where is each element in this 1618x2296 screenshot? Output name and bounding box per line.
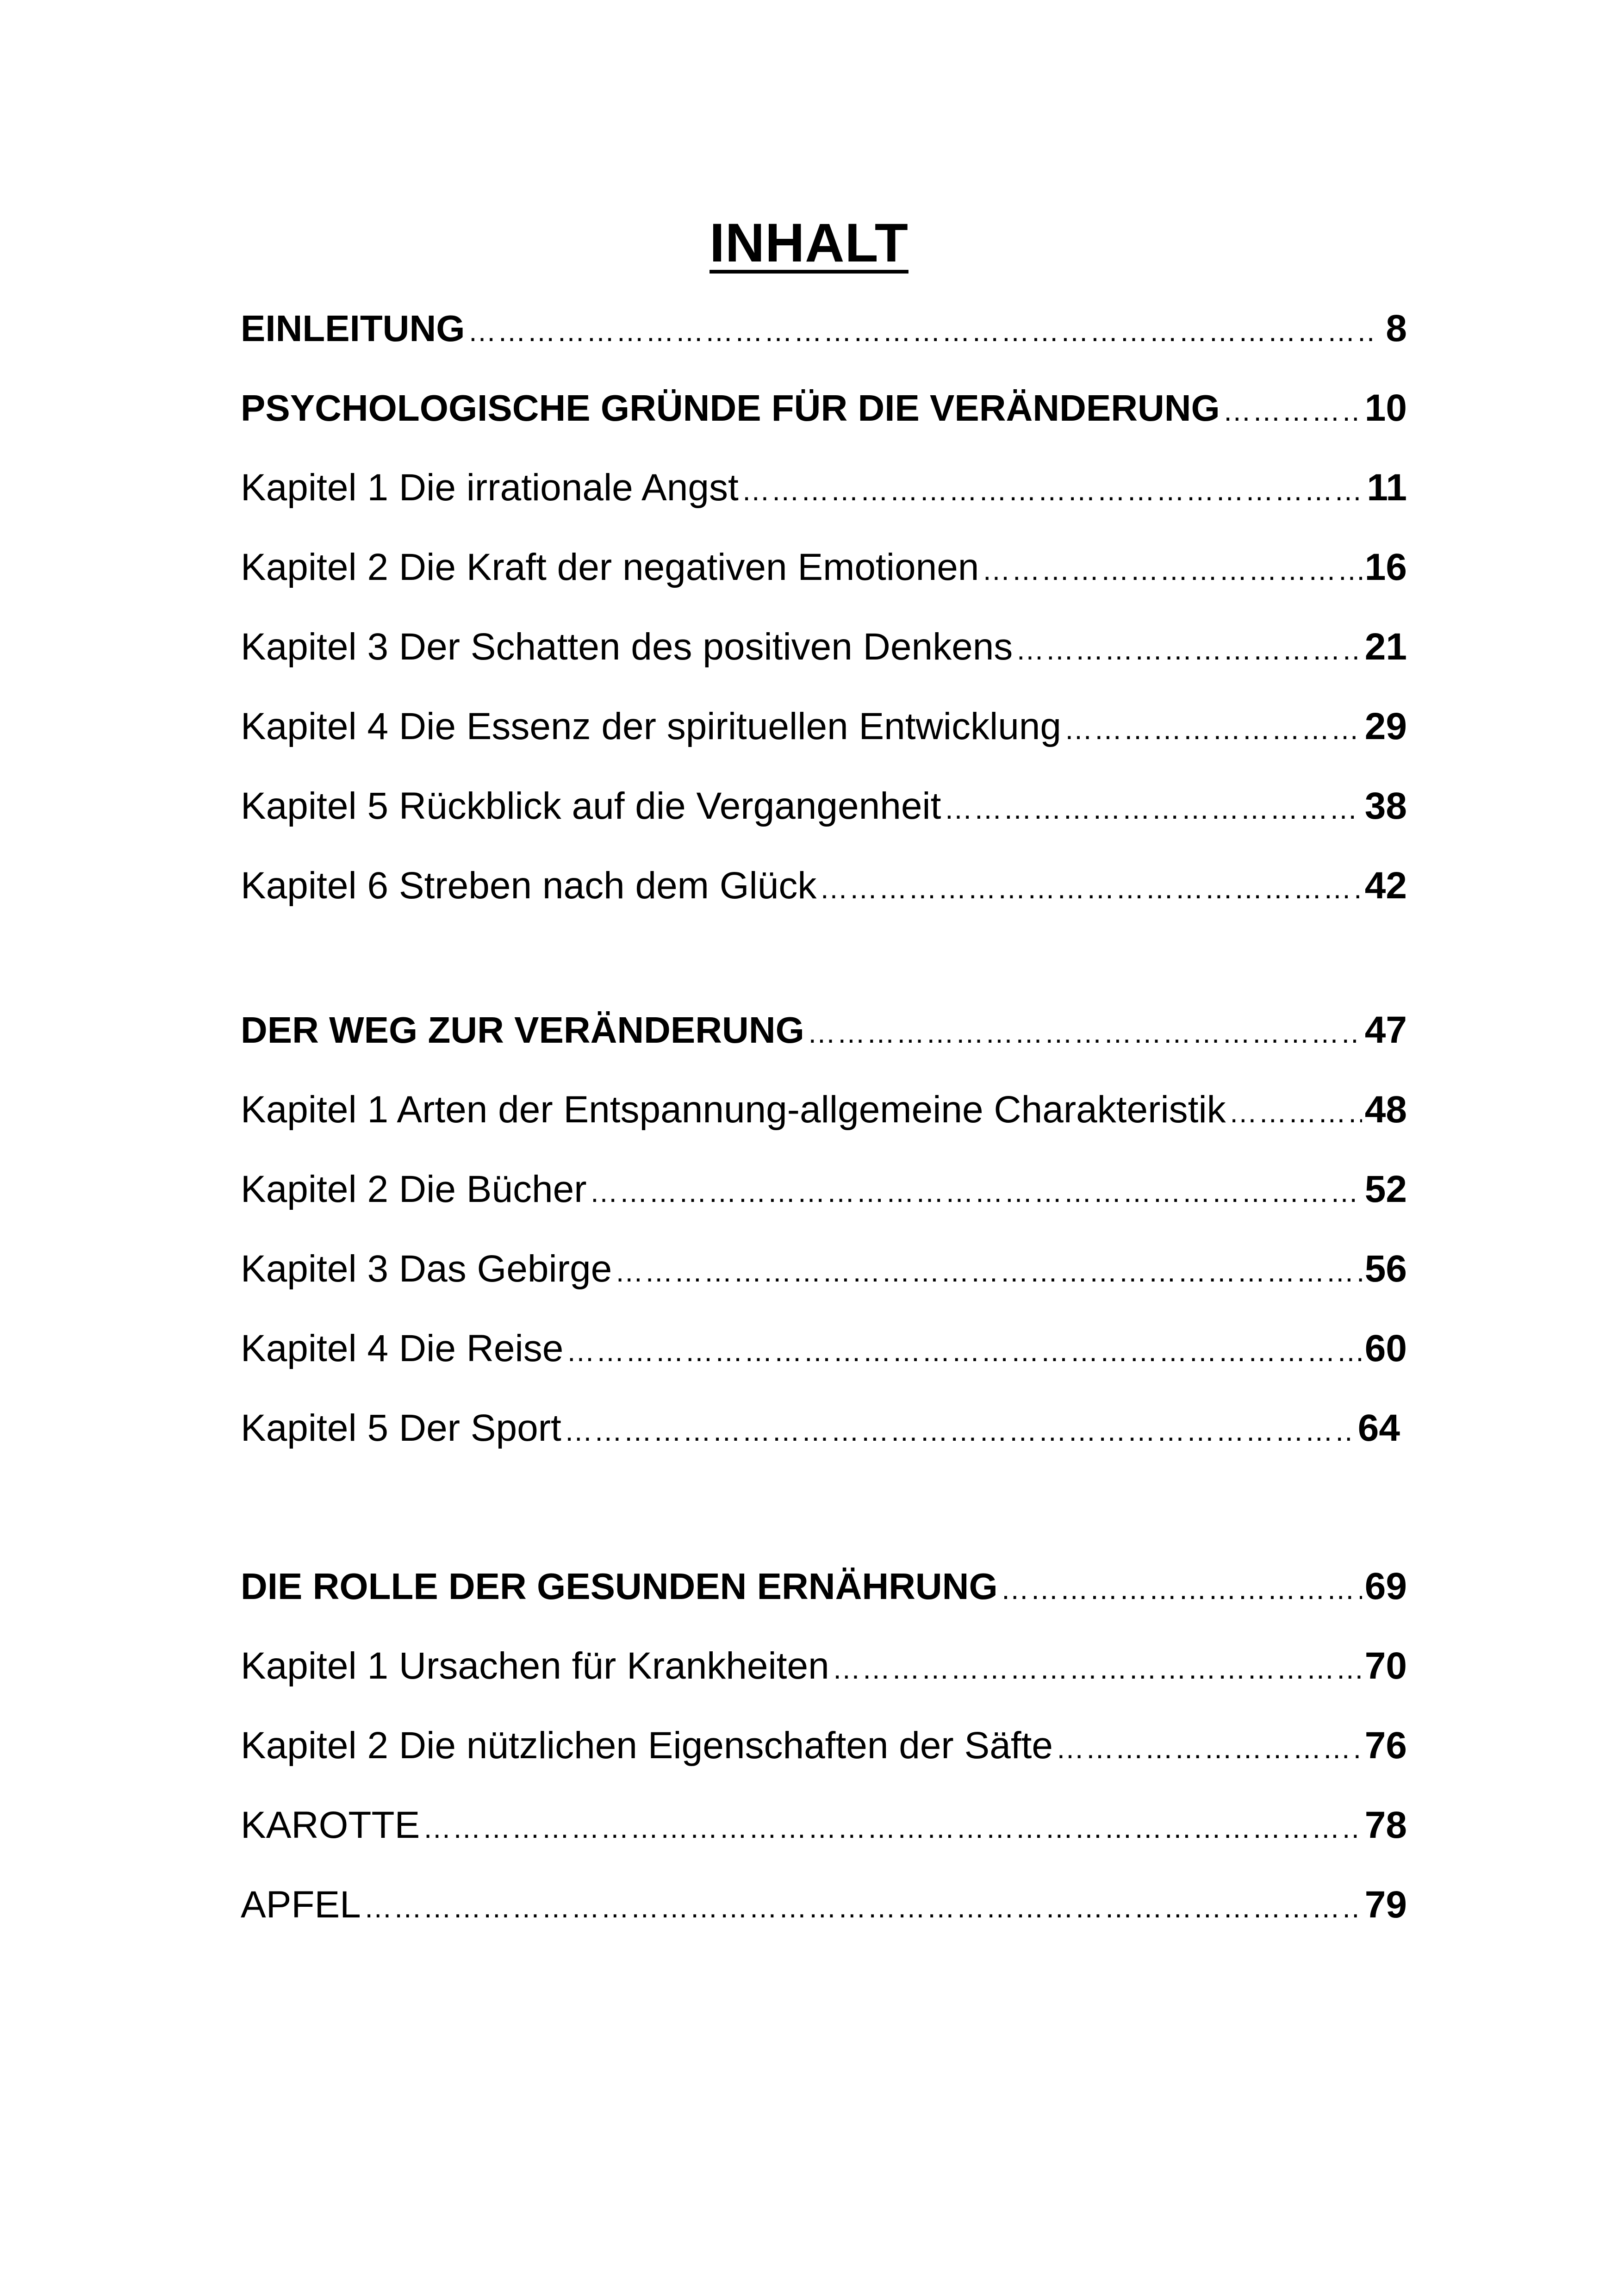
toc-entry-label: Kapitel 3 Der Schatten des positiven Denkens <box>241 626 1013 668</box>
toc-list <box>241 0 1407 2296</box>
toc-entry[interactable] <box>241 1162 1407 1217</box>
toc-entry-page: 48 <box>1364 1089 1407 1131</box>
toc-entry-label: Kapitel 5 Rückblick auf die Vergangenheit <box>241 785 941 827</box>
toc-entry-page: 10 <box>1364 387 1407 429</box>
toc-leader-dots <box>1015 622 1362 678</box>
toc-entry-label: PSYCHOLOGISCHE GRÜNDE FÜR DIE VERÄNDERUNG <box>241 387 1220 429</box>
toc-leader-dots <box>590 1165 1362 1220</box>
toc-entry-page: 76 <box>1364 1724 1407 1767</box>
toc-entry[interactable] <box>241 619 1407 675</box>
toc-entry[interactable] <box>241 301 1407 356</box>
toc-entry[interactable] <box>241 1400 1400 1456</box>
toc-entry-label: Kapitel 4 Die Reise <box>241 1327 564 1369</box>
toc-entry-page: 21 <box>1364 626 1407 668</box>
toc-entry[interactable] <box>241 1002 1407 1058</box>
toc-entry-page: 64 <box>1357 1407 1400 1449</box>
toc-entry[interactable] <box>241 380 1407 436</box>
toc-entry-label: Kapitel 5 Der Sport <box>241 1407 561 1449</box>
toc-entry[interactable] <box>241 778 1407 834</box>
toc-entry-page: 38 <box>1364 785 1407 827</box>
toc-leader-dots <box>741 463 1364 519</box>
toc-entry-page: 16 <box>1364 546 1407 588</box>
toc-entry-label: Kapitel 1 Die irrationale Angst <box>241 467 739 509</box>
toc-leader-dots <box>832 1642 1362 1697</box>
toc-entry-page: 79 <box>1364 1884 1407 1926</box>
toc-entry[interactable] <box>241 858 1407 914</box>
toc-entry-label: DIE ROLLE DER GESUNDEN ERNÄHRUNG <box>241 1566 998 1607</box>
toc-entry-label: Kapitel 3 Das Gebirge <box>241 1248 612 1290</box>
title-text: INHALT <box>709 212 909 274</box>
toc-entry[interactable] <box>241 1638 1407 1694</box>
toc-leader-dots <box>944 782 1362 837</box>
toc-leader-dots <box>564 1404 1355 1459</box>
toc-entry-page: 11 <box>1367 467 1407 509</box>
toc-leader-dots <box>566 1324 1362 1380</box>
toc-entry-label: Kapitel 2 Die Bücher <box>241 1168 587 1210</box>
toc-entry[interactable] <box>241 1559 1407 1614</box>
toc-entry[interactable] <box>241 540 1407 595</box>
toc-entry-page: 60 <box>1364 1327 1407 1369</box>
toc-leader-dots <box>982 543 1362 598</box>
toc-entry-label: Kapitel 1 Arten der Entspannung-allgemeine Charakteristik <box>241 1089 1226 1131</box>
toc-entry-page: 42 <box>1364 865 1407 907</box>
toc-entry[interactable] <box>241 1718 1407 1773</box>
toc-entry-label: Kapitel 2 Die Kraft der negativen Emotionen <box>241 546 979 588</box>
toc-entry[interactable] <box>241 1241 1407 1297</box>
toc-entry-label: Kapitel 1 Ursachen für Krankheiten <box>241 1645 829 1687</box>
toc-entry[interactable] <box>241 1877 1407 1933</box>
toc-entry-label: Kapitel 2 Die nützlichen Eigenschaften der Säfte <box>241 1724 1053 1767</box>
toc-leader-dots <box>1229 1085 1362 1141</box>
toc-entry[interactable] <box>241 1321 1407 1376</box>
toc-leader-dots <box>1001 1562 1362 1618</box>
toc-leader-dots <box>1223 384 1362 439</box>
toc-entry-label: APFEL <box>241 1884 361 1926</box>
toc-entry-page: 56 <box>1364 1248 1407 1290</box>
toc-leader-dots <box>423 1801 1362 1856</box>
toc-entry-page: 29 <box>1364 705 1407 747</box>
toc-entry-label: KAROTTE <box>241 1804 420 1846</box>
toc-entry-page: 78 <box>1364 1804 1407 1846</box>
toc-entry-label: Kapitel 4 Die Essenz der spirituellen Entwicklung <box>241 705 1062 747</box>
toc-leader-dots <box>1064 702 1362 758</box>
toc-entry-page: 69 <box>1364 1565 1407 1607</box>
toc-entry-page: 47 <box>1364 1009 1407 1051</box>
toc-leader-dots <box>364 1880 1362 1936</box>
toc-entry[interactable] <box>241 1798 1407 1853</box>
toc-entry-label: DER WEG ZUR VERÄNDERUNG <box>241 1009 804 1051</box>
toc-leader-dots <box>819 861 1362 917</box>
toc-leader-dots <box>1056 1721 1362 1777</box>
toc-entry-page: 8 <box>1386 307 1407 349</box>
toc-entry[interactable] <box>241 460 1407 516</box>
toc-leader-dots <box>615 1244 1362 1300</box>
toc-entry[interactable] <box>241 699 1407 754</box>
toc-leader-dots <box>467 304 1376 360</box>
toc-entry-page: 52 <box>1364 1168 1407 1210</box>
toc-entry[interactable] <box>241 1082 1407 1138</box>
toc-entry-label: Kapitel 6 Streben nach dem Glück <box>241 865 817 907</box>
toc-entry-label: EINLEITUNG <box>241 308 465 349</box>
toc-leader-dots <box>807 1006 1362 1061</box>
toc-entry-page: 70 <box>1364 1645 1407 1687</box>
